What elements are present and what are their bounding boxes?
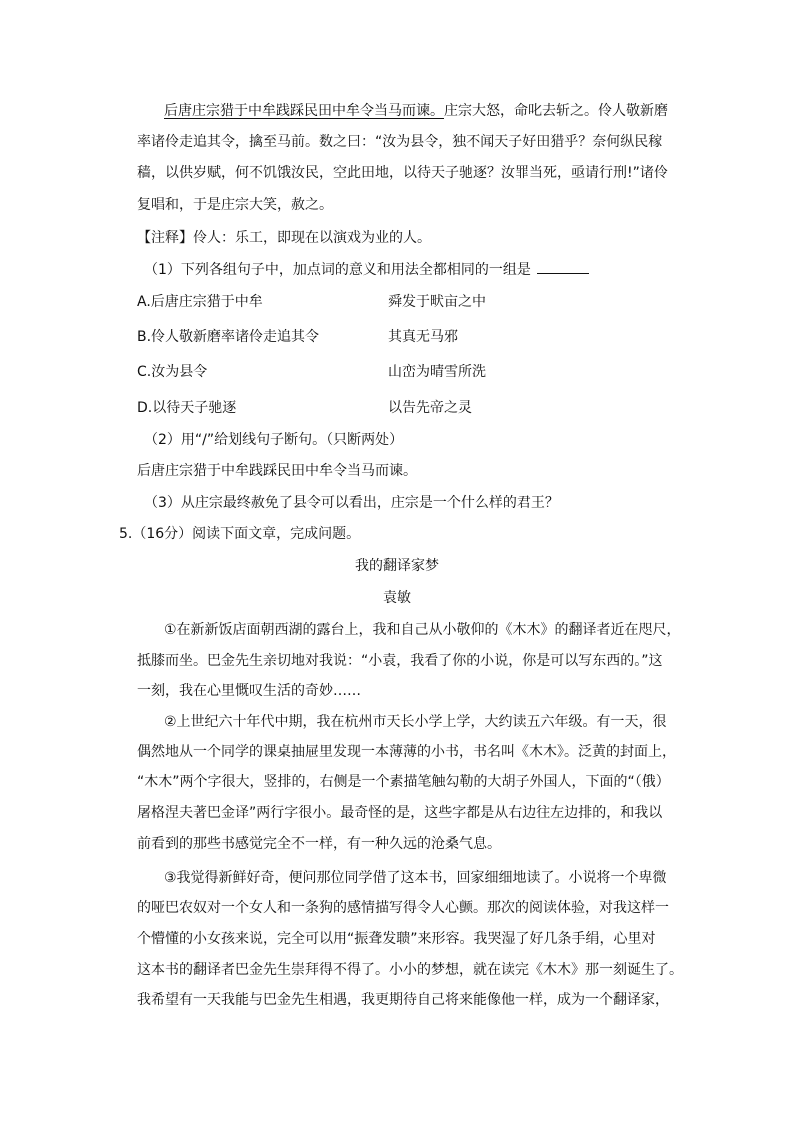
option-c-right: 山峦为晴雪所洗 — [388, 364, 486, 380]
option-a-left: A.后唐庄宗猎于中牟 — [137, 294, 263, 310]
option-b-right: 其真无马邪 — [388, 329, 458, 345]
para2-line-4: 屠格涅夫著巴金译”两行字很小。最奇怪的是，这些字都是从右边往左边排的，和我以 — [137, 805, 663, 821]
question-5-heading: 5.（16分）阅读下面文章，完成问题。 — [119, 526, 361, 542]
question-2-prompt: （2）用“/”给划线句子断句。（只断两处） — [144, 432, 404, 448]
para3-line-4: 这本书的翻译者巴金先生崇拜得不得了。小小的梦想，就在读完《木木》那一刻诞生了。 — [137, 962, 683, 978]
para3-line-2: 的哑巴农奴对一个女人和一条狗的感情描写得令人心颤。那次的阅读体验，对我这样一 — [137, 900, 669, 916]
para3-line-1: ③我觉得新鲜好奇，便问那位同学借了这本书，回家细细地读了。小说将一个卑微 — [164, 870, 667, 886]
passage-line-1: 后唐庄宗猎于中牟践踩民田中牟令当马而谏。庄宗大怒，命叱去斩之。伶人敬新磨 — [164, 103, 668, 119]
option-c-left: C.汝为县令 — [137, 364, 208, 380]
para2-line-1: ②上世纪六十年代中期，我在杭州市天长小学上学，大约读五六年级。有一天，很 — [164, 714, 667, 730]
article-title: 我的翻译家梦 — [355, 558, 439, 574]
para2-line-2: 偶然地从一个同学的课桌抽屉里发现一本薄薄的小书，书名叫《木木》。泛黄的封面上， — [137, 744, 676, 760]
para2-line-3: “木木”两个字很大，竖排的，右侧是一个素描笔触勾勒的大胡子外国人，下面的“（俄） — [137, 774, 670, 790]
para2-line-5: 前看到的那些书感觉完全不一样，有一种久远的沧桑气息。 — [137, 836, 501, 852]
para3-line-3: 个懵懂的小女孩来说，完全可以用“振聋发聩”来形容。我哭湿了好几条手绢，心里对 — [137, 931, 656, 947]
question-2-sentence: 后唐庄宗猎于中牟践踩民田中牟令当马而谏。 — [137, 463, 417, 479]
para1-line-2: 抵膝而坐。巴金先生亲切地对我说：“小袁，我看了你的小说，你是可以写东西的。”这 — [137, 653, 663, 669]
article-author: 袁敏 — [383, 590, 411, 606]
para3-line-5: 我希望有一天我能与巴金先生相遇，我更期待自己将来能像他一样，成为一个翻译家， — [137, 992, 669, 1008]
option-d-left: D.以待天子驰逐 — [137, 400, 237, 416]
underlined-sentence: 后唐庄宗猎于中牟践踩民田中牟令当马而谏。 — [164, 103, 444, 119]
question-1-prompt: （1）下列各组句子中，加点词的意义和用法全都相同的一组是 — [144, 261, 589, 279]
option-a-right: 舜发于畎亩之中 — [388, 294, 486, 310]
para1-line-1: ①在新新饭店面朝西湖的露台上，我和自己从小敬仰的《木木》的翻译者近在咫尺， — [164, 622, 681, 638]
question-3-prompt: （3）从庄宗最终赦免了县令可以看出，庄宗是一个什么样的君王？ — [144, 495, 559, 511]
passage-line-2: 率诸伶走追其令，擒至马前。数之曰：“汝为县令，独不闻天子好田猎乎？奈何纵民稼 — [137, 134, 663, 150]
passage-line-4: 复唱和，于是庄宗大笑，赦之。 — [137, 197, 333, 213]
answer-blank[interactable] — [537, 261, 589, 274]
passage-line-3: 穑，以供岁赋，何不饥饿汝民，空此田地，以待天子驰逐？汝罪当死，亟请行刑!”诸伶 — [137, 165, 668, 181]
option-b-left: B.伶人敬新磨率诸伶走追其令 — [137, 329, 320, 345]
para1-line-3: 一刻，我在心里慨叹生活的奇妙…… — [137, 683, 361, 699]
option-d-right: 以告先帝之灵 — [388, 400, 472, 416]
annotation-note: 【注释】伶人：乐工，即现在以演戏为业的人。 — [137, 230, 431, 246]
